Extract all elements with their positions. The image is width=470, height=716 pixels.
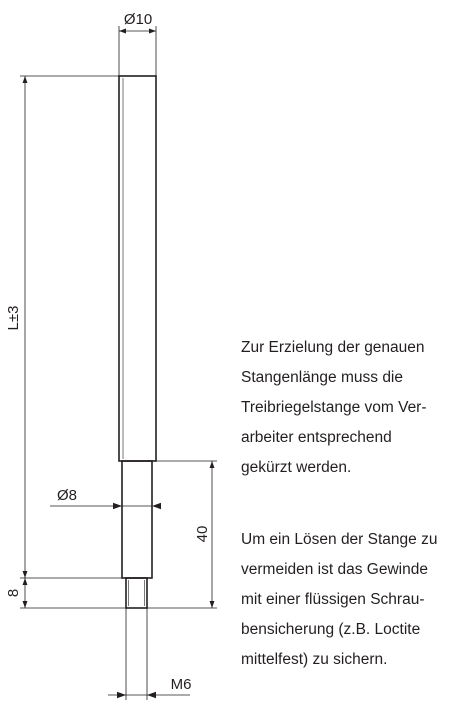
note-line: bensicherung (z.B. Loctite <box>241 621 421 638</box>
note-thread-locking <box>241 525 466 675</box>
dimension-labels <box>5 11 211 693</box>
note-line: arbeiter entsprechend <box>241 429 392 446</box>
note-line: Um ein Lösen der Stange zu <box>241 531 438 548</box>
label-thread: M6 <box>170 676 192 693</box>
rod-main-body <box>119 76 156 461</box>
rod-shank <box>122 461 152 578</box>
note-line: gekürzt werden. <box>241 459 352 476</box>
note-line: mit einer flüssigen Schrau- <box>241 591 425 608</box>
note-line: mittelfest) zu sichern. <box>241 651 388 668</box>
note-line: vermeiden ist das Gewinde <box>241 561 428 578</box>
rod-thread <box>126 578 147 608</box>
label-top-diameter: Ø10 <box>123 11 153 28</box>
label-shank-length: 40 <box>194 525 211 543</box>
label-thread-length: 8 <box>5 588 22 598</box>
note-line: Stangenlänge muss die <box>241 369 404 386</box>
note-line: Zur Erzielung der genauen <box>241 339 425 356</box>
note-shortening <box>241 333 466 483</box>
label-shank-diameter: Ø8 <box>56 487 78 504</box>
label-length: L±3 <box>5 305 22 331</box>
rod-outline <box>119 76 156 608</box>
note-line: Treibriegelstange vom Ver- <box>241 399 427 416</box>
